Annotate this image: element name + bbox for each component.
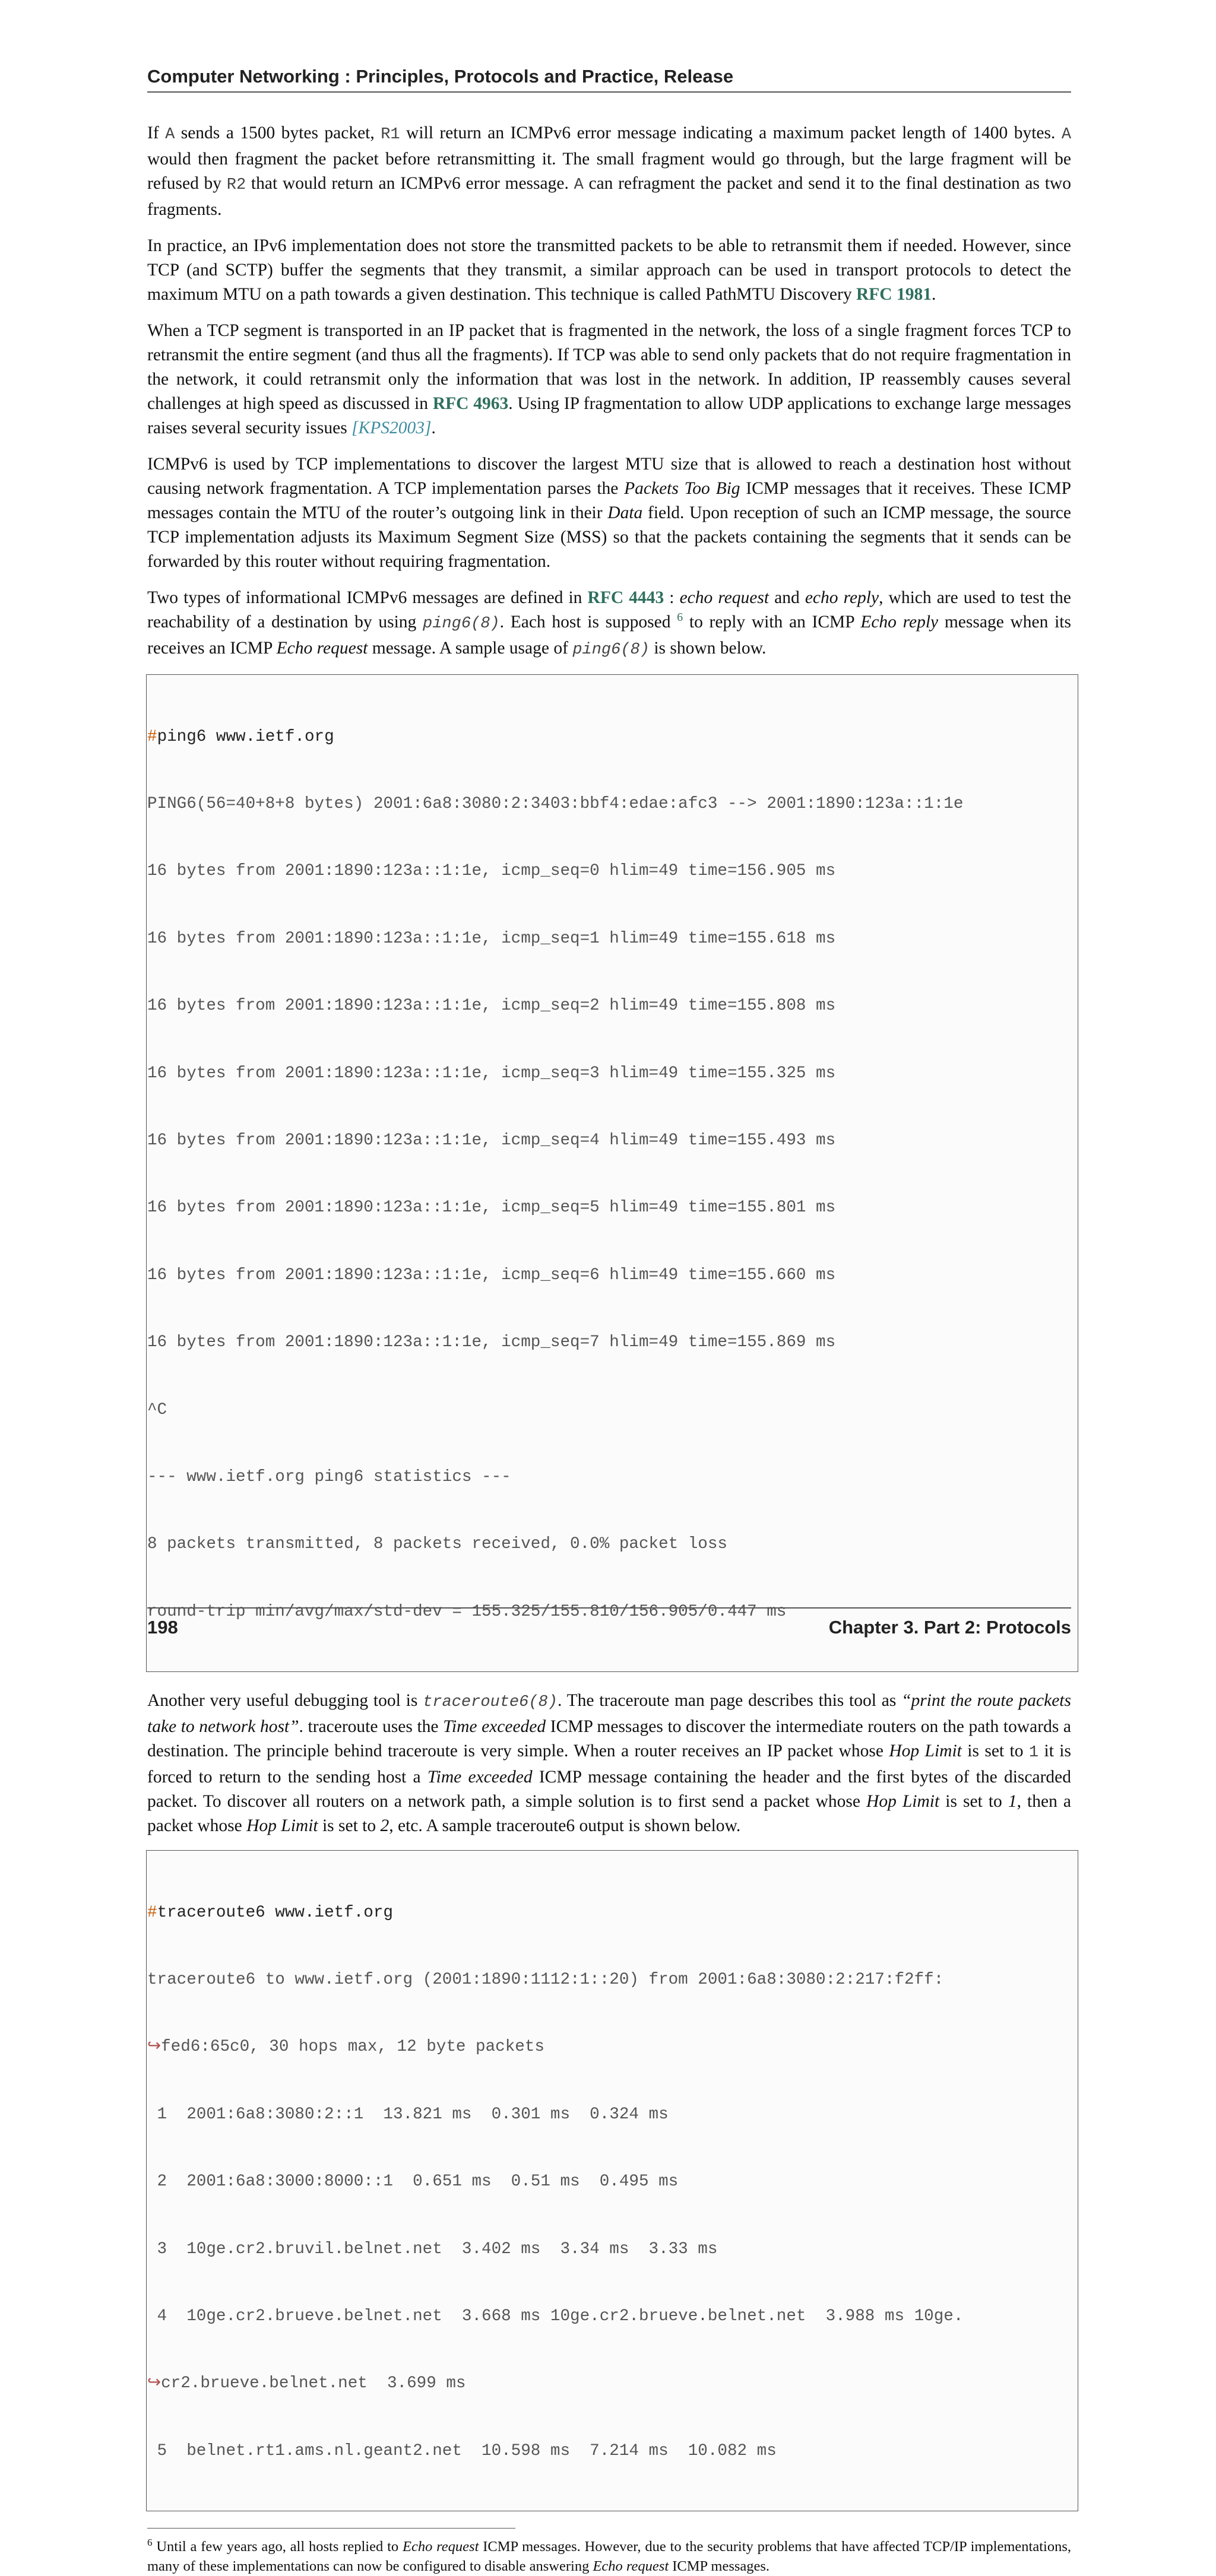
code-ping6: ping6(8) <box>572 641 650 659</box>
rfc-4443-link[interactable]: RFC 4443 <box>587 588 664 607</box>
code-ping6: ping6(8) <box>423 615 500 633</box>
emphasis: Hop Limit <box>866 1792 940 1812</box>
code-router-r2: R2 <box>226 176 246 194</box>
code-line <box>147 726 1078 748</box>
code-router-r1: R1 <box>381 126 400 144</box>
running-footer <box>147 1607 1071 1638</box>
emphasis: Echo request <box>402 2539 479 2555</box>
code-line: 4 10ge.cr2.brueve.belnet.net 3.668 ms 10ge.cr2.brueve.belnet.net 3.988 ms 10ge. <box>147 2307 964 2326</box>
paragraph-3 <box>147 319 1071 440</box>
footnote-number: 6 <box>147 2537 153 2549</box>
paragraph-1 <box>147 121 1071 222</box>
code-line: 3 10ge.cr2.bruvil.belnet.net 3.402 ms 3.34 ms 3.33 ms <box>147 2239 718 2258</box>
page <box>147 64 1071 2576</box>
text: it is forced to return to the sending host a <box>147 1741 1071 1787</box>
text: . <box>932 285 936 304</box>
code-line: PING6(56=40+8+8 bytes) 2001:6a8:3080:2:3403:bbf4:edae:afc3 --> 2001:1890:123a::1:1e <box>147 794 964 813</box>
text: is shown below. <box>649 639 767 658</box>
body-text <box>147 121 1071 2576</box>
text: . The traceroute man page describes this tool as <box>557 1691 902 1711</box>
rfc-1981-link[interactable]: RFC 1981 <box>856 285 932 304</box>
emphasis: Time exceeded <box>443 1717 546 1737</box>
emphasis: Packets Too Big <box>624 479 740 498</box>
emphasis: Echo request <box>593 2558 669 2575</box>
code-line: 16 bytes from 2001:1890:123a::1:1e, icmp_seq=6 hlim=49 time=155.660 ms <box>147 1265 836 1284</box>
code-line: traceroute6 to www.ietf.org (2001:1890:1112:1::20) from 2001:6a8:3080:2:217:f2ff: <box>147 1971 944 1990</box>
text: Another very useful debugging tool is <box>147 1691 423 1711</box>
text: field. Upon reception of such an ICMP message, the source TCP implementation adjusts its Maximum Segment Size (MSS) so that the packets containing the segments that it sends can be forwarded by this router without requiring fragmentation. <box>147 503 1071 571</box>
text: would then fragment the packet before retransmitting it. The small fragment would go through, but the large fragment will be refused by <box>147 150 1071 193</box>
code-value: 1 <box>1028 1744 1039 1762</box>
paragraph-5 <box>147 586 1071 662</box>
emphasis: Echo request <box>276 639 368 658</box>
emphasis: echo request <box>679 588 770 607</box>
page-number: 198 <box>147 1617 178 1638</box>
code-line <box>147 2036 1078 2058</box>
text: is set to <box>318 1816 381 1836</box>
text: to reply with an ICMP <box>683 613 861 632</box>
citation-kps2003-link[interactable]: [KPS2003] <box>352 418 432 437</box>
command: ping6 www.ietf.org <box>157 727 334 746</box>
text: Until a few years ago, all hosts replied to <box>152 2539 403 2555</box>
emphasis: 1 <box>1008 1792 1017 1812</box>
code-line: round-trip min/avg/max/std-dev = 155.325/155.810/156.905/0.447 ms <box>147 1602 787 1621</box>
code-host-a: A <box>165 126 175 144</box>
emphasis: echo reply <box>805 588 879 607</box>
text: is set to <box>961 1741 1029 1761</box>
prompt-hash: # <box>147 1903 157 1922</box>
code-line: --- www.ietf.org ping6 statistics --- <box>147 1467 511 1486</box>
text: , then a packet whose <box>147 1792 1071 1836</box>
code-host-a: A <box>1061 126 1072 144</box>
text: . traceroute uses the <box>299 1717 444 1737</box>
rfc-4963-link[interactable]: RFC 4963 <box>432 394 509 413</box>
text: ICMP messages. <box>669 2558 770 2575</box>
ping6-code-block <box>146 674 1078 1672</box>
code-line: 16 bytes from 2001:1890:123a::1:1e, icmp_seq=2 hlim=49 time=155.808 ms <box>147 997 836 1016</box>
code-line: 8 packets transmitted, 8 packets received, 0.0% packet loss <box>147 1535 727 1554</box>
emphasis: 2 <box>380 1816 390 1836</box>
code-line: 16 bytes from 2001:1890:123a::1:1e, icmp_seq=3 hlim=49 time=155.325 ms <box>147 1064 836 1083</box>
code-text: cr2.brueve.belnet.net 3.699 ms <box>161 2374 466 2393</box>
emphasis: Hop Limit <box>889 1741 962 1761</box>
continuation-arrow-icon: ↪ <box>147 2038 162 2057</box>
emphasis: Data <box>607 503 643 522</box>
code-line: 5 belnet.rt1.ams.nl.geant2.net 10.598 ms 7.214 ms 10.082 ms <box>147 2441 777 2460</box>
code-line: 2 2001:6a8:3000:8000::1 0.651 ms 0.51 ms 0.495 ms <box>147 2172 679 2191</box>
text: . Using IP fragmentation to allow UDP applications to exchange large messages raises several security issues <box>147 394 1071 437</box>
text: Two types of informational ICMPv6 messages are defined in <box>147 588 588 607</box>
footnote-6-link[interactable]: 6 <box>677 611 683 624</box>
code-line: 1 2001:6a8:3080:2::1 13.821 ms 0.301 ms 0.324 ms <box>147 2105 669 2124</box>
code-line: 16 bytes from 2001:1890:123a::1:1e, icmp_seq=1 hlim=49 time=155.618 ms <box>147 929 836 948</box>
text: message when its receives an ICMP <box>147 613 1071 658</box>
text: ICMP message containing the header and the first bytes of the discarded packet. To discover all routers on a network path, a simple solution is to first send a packet whose <box>147 1768 1071 1812</box>
text: ICMP messages to discover the intermediate routers on the path towards a destination. The principle behind traceroute is very simple. When a router receives an IP packet whose <box>147 1717 1071 1761</box>
text: , etc. A sample traceroute6 output is shown below. <box>389 1816 741 1836</box>
text: ICMP messages that it receives. These ICMP messages contain the MTU of the router’s outgoing link in their <box>147 479 1071 522</box>
text: In practice, an IPv6 implementation does not store the transmitted packets to be able to retransmit them if needed. However, since TCP (and SCTP) buffer the segments that they transmit, a similar approach can be used in transport protocols to detect the maximum MTU on a path towards a given destination. This technique is called PathMTU Discovery <box>147 236 1071 304</box>
text: and <box>769 588 805 607</box>
text: ICMP messages. However, due to the security problems that have affected TCP/IP implementations, many of these implementations can now be configured to disable answering <box>147 2539 1071 2575</box>
text: will return an ICMPv6 error message indicating a maximum packet length of 1400 bytes. <box>400 123 1062 142</box>
footnote-divider <box>147 2528 515 2529</box>
code-traceroute6: traceroute6(8) <box>423 1693 558 1712</box>
paragraph-4 <box>147 452 1071 574</box>
paragraph-6 <box>147 1689 1071 1838</box>
footnote-6 <box>147 2537 1071 2576</box>
code-line: ^C <box>147 1400 167 1419</box>
text: : <box>664 588 680 607</box>
running-header: Computer Networking : Principles, Protocols and Practice, Release <box>147 64 1071 93</box>
text: sends a 1500 bytes packet, <box>175 123 381 142</box>
prompt-hash: # <box>147 727 157 746</box>
command: traceroute6 www.ietf.org <box>157 1903 393 1922</box>
code-line: 16 bytes from 2001:1890:123a::1:1e, icmp_seq=5 hlim=49 time=155.801 ms <box>147 1198 836 1217</box>
code-line: 16 bytes from 2001:1890:123a::1:1e, icmp_seq=0 hlim=49 time=156.905 ms <box>147 862 836 881</box>
text: ICMPv6 is used by TCP implementations to discover the largest MTU size that is allowed to reach a destination host without causing network fragmentation. A TCP implementation parses the <box>147 455 1071 498</box>
text: . Each host is supposed <box>499 613 677 632</box>
text: is set to <box>939 1792 1008 1812</box>
code-line <box>147 2372 1078 2395</box>
text: If <box>147 123 166 142</box>
code-line <box>147 1902 1078 1924</box>
emphasis: Hop Limit <box>246 1816 318 1836</box>
emphasis: Echo reply <box>860 613 939 632</box>
text: , which are used to test the reachability of a destination by using <box>147 588 1072 632</box>
code-line: 16 bytes from 2001:1890:123a::1:1e, icmp_seq=7 hlim=49 time=155.869 ms <box>147 1333 836 1352</box>
text: can refragment the packet and send it to the final destination as two fragments. <box>147 174 1071 219</box>
traceroute6-code-block <box>146 1850 1078 2511</box>
text: When a TCP segment is transported in an IP packet that is fragmented in the network, the loss of a single fragment forces TCP to retransmit the entire segment (and thus all the fragments). If TCP was able to send only packets that do not require fragmentation in the network, it could retransmit only the information that was lost in the network. In addition, IP reassembly causes several challenges at high speed as discussed in <box>147 321 1071 413</box>
code-line: 16 bytes from 2001:1890:123a::1:1e, icmp_seq=4 hlim=49 time=155.493 ms <box>147 1131 836 1150</box>
code-text: fed6:65c0, 30 hops max, 12 byte packets <box>161 2038 544 2057</box>
emphasis: Time exceeded <box>427 1768 533 1787</box>
chapter-title: Chapter 3. Part 2: Protocols <box>828 1617 1071 1638</box>
code-host-a: A <box>574 176 584 194</box>
text: that would return an ICMPv6 error message. <box>246 174 574 193</box>
continuation-arrow-icon: ↪ <box>147 2374 162 2393</box>
emphasis: “print the route packets take to network host” <box>147 1691 1071 1737</box>
text: . <box>431 418 436 437</box>
paragraph-2 <box>147 234 1071 307</box>
text: message. A sample usage of <box>368 639 573 658</box>
